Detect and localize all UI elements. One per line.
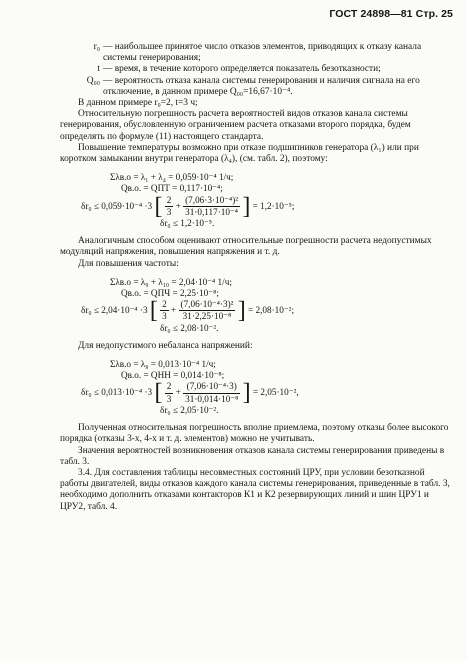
definition-text: — наибольшее принятое число отказов элементов, приводящих к отказу канала системы генерирования; [103, 42, 422, 64]
formula-left: δr₀ ≤ 0,013·10⁻⁴ ·3 [81, 387, 153, 398]
formula-final-2: δr₀ ≤ 2,08·10⁻². [160, 322, 219, 333]
fraction-two-thirds: $\frac{2}{3}$ [166, 381, 172, 404]
method-paragraph: Относительную погрешность расчета вероятностей видов отказов канала системы генерирования, обусловленную ограничением расчета отказами второго порядка, будем определять по формуле (11) настоящего стандарта. [60, 109, 411, 142]
formula-q-3: Qв.о. = QНН = 0,014·10⁻⁸; [121, 370, 225, 381]
definition-r0 [60, 42, 452, 64]
formula-q-2: Qв.о. = QПЧ = 2,25·10⁻⁸; [121, 288, 219, 299]
definition-term: t [97, 64, 100, 75]
analogous-paragraph: Аналогичным способом оценивают относительные погрешности расчета недопустимых модуляций напряжения, повышения напряжения и т. д. [60, 236, 432, 258]
definition-text: — время, в течение которого определяется показатель безотказности; [103, 64, 381, 75]
definition-q00 [60, 76, 452, 98]
imbalance-heading: Для недопустимого небаланса напряжений: [78, 340, 253, 351]
temperature-paragraph: Повышение температуры возможно при отказе подшипников генератора (λ₁) или при коротком замыкании внутри генератора (λ₄), (см. табл. 2), поэтому: [60, 142, 419, 165]
fraction-main: $\frac{\text{(7,06·10⁻⁴·3)²}}{\text{31·2,25·10⁻⁸}}$ [180, 299, 234, 322]
definition-text: — вероятность отказа канала системы генерирования и наличия сигнала на его отключение, в данном примере Q₀₀=16,67·10⁻⁴. [103, 75, 420, 97]
formula-bound-3: δr₀ ≤ 0,013·10⁻⁴ ·3 [ $\frac{2}{3}$ + $\frac{\text{(7,06·10⁻⁴·3)}}{\text{31·0,014·10⁻⁸}}$ ] = 2,05·10⁻², [81, 380, 299, 407]
fraction-two-thirds: $\frac{2}{3}$ [162, 299, 167, 322]
closing-paragraph-3: 3.4. Для составления таблицы несовместных состояний ЦРУ, при условии безотказной работы двигателей, виды отказов каждого канала системы генерирования, приведенные в табл. 3, необходимо дополнить отказами контакторов К1 и К2 резервирующих линий и шин ЦРУ1 и ЦРУ2, табл. 4. [60, 467, 450, 512]
page-header: ГОСТ 24898—81 Стр. 25 [329, 8, 453, 20]
formula-q-1: Qв.о. = QПТ = 0,117·10⁻⁴; [121, 183, 223, 194]
fraction-main: $\frac{\text{(7,06·10⁻⁴·3)}}{\text{31·0,014·10⁻⁸}}$ [185, 381, 239, 404]
formula-sum-2: Σλв.о = λ₉ + λ₁₀ = 2,04·10⁻⁴ 1/ч; [110, 276, 232, 287]
formula-final-3: δr₀ ≤ 2,05·10⁻². [160, 404, 219, 415]
formula-final-1: δr₀ ≤ 1,2·10⁻⁵. [160, 218, 215, 229]
formula-bound-2: δr₀ ≤ 2,04·10⁻⁴ ·3 [ $\frac{2}{3}$ + $\frac{\text{(7,06·10⁻⁴·3)²}}{\text{31·2,25·10⁻⁸}}$ ] = 2,08·10⁻²; [81, 297, 294, 324]
definition-term: Q₀₀ [86, 75, 100, 86]
formula-result: = 2,05·10⁻², [252, 387, 299, 398]
closing-paragraph-1: Полученная относительная погрешность вполне приемлема, поэтому отказы более высокого порядка (отказы 3-х, 4-х и т. д. элементов) можно не учитывать. [60, 423, 449, 445]
formula-bound-1: δr₀ ≤ 0,059·10⁻⁴ ·3 [ $\frac{2}{3}$ + $\frac{\text{(7,06·3·10⁻⁴)²}}{\text{31·0,117·10⁻⁴}}$ ] = 1,2·10⁻⁵; [81, 193, 295, 220]
formula-result: = 1,2·10⁻⁵; [252, 200, 295, 211]
formula-sum-3: Σλв.о = λ₈ = 0,013·10⁻⁴ 1/ч; [110, 359, 216, 370]
definition-time [60, 64, 452, 75]
fraction-two-thirds: $\frac{2}{3}$ [166, 194, 172, 217]
frequency-heading: Для повышения частоты: [78, 258, 179, 269]
definition-term: r₀ [93, 42, 100, 52]
formula-result: = 2,08·10⁻²; [248, 305, 294, 316]
formula-left: δr₀ ≤ 2,04·10⁻⁴ ·3 [81, 305, 148, 316]
fraction-main: $\frac{\text{(7,06·3·10⁻⁴)²}}{\text{31·0,117·10⁻⁴}}$ [185, 194, 239, 217]
example-sentence: В данном примере r₀=2, t=3 ч; [78, 98, 198, 109]
closing-paragraph-2: Значения вероятностей возникновения отказов канала системы генерирования приведены в табл. 3. [60, 445, 445, 467]
document-page [60, 42, 452, 513]
formula-sum-1: Σλв.о = λ₁ + λ₄ = 0,059·10⁻⁴ 1/ч; [110, 172, 234, 183]
formula-left: δr₀ ≤ 0,059·10⁻⁴ ·3 [81, 200, 153, 211]
